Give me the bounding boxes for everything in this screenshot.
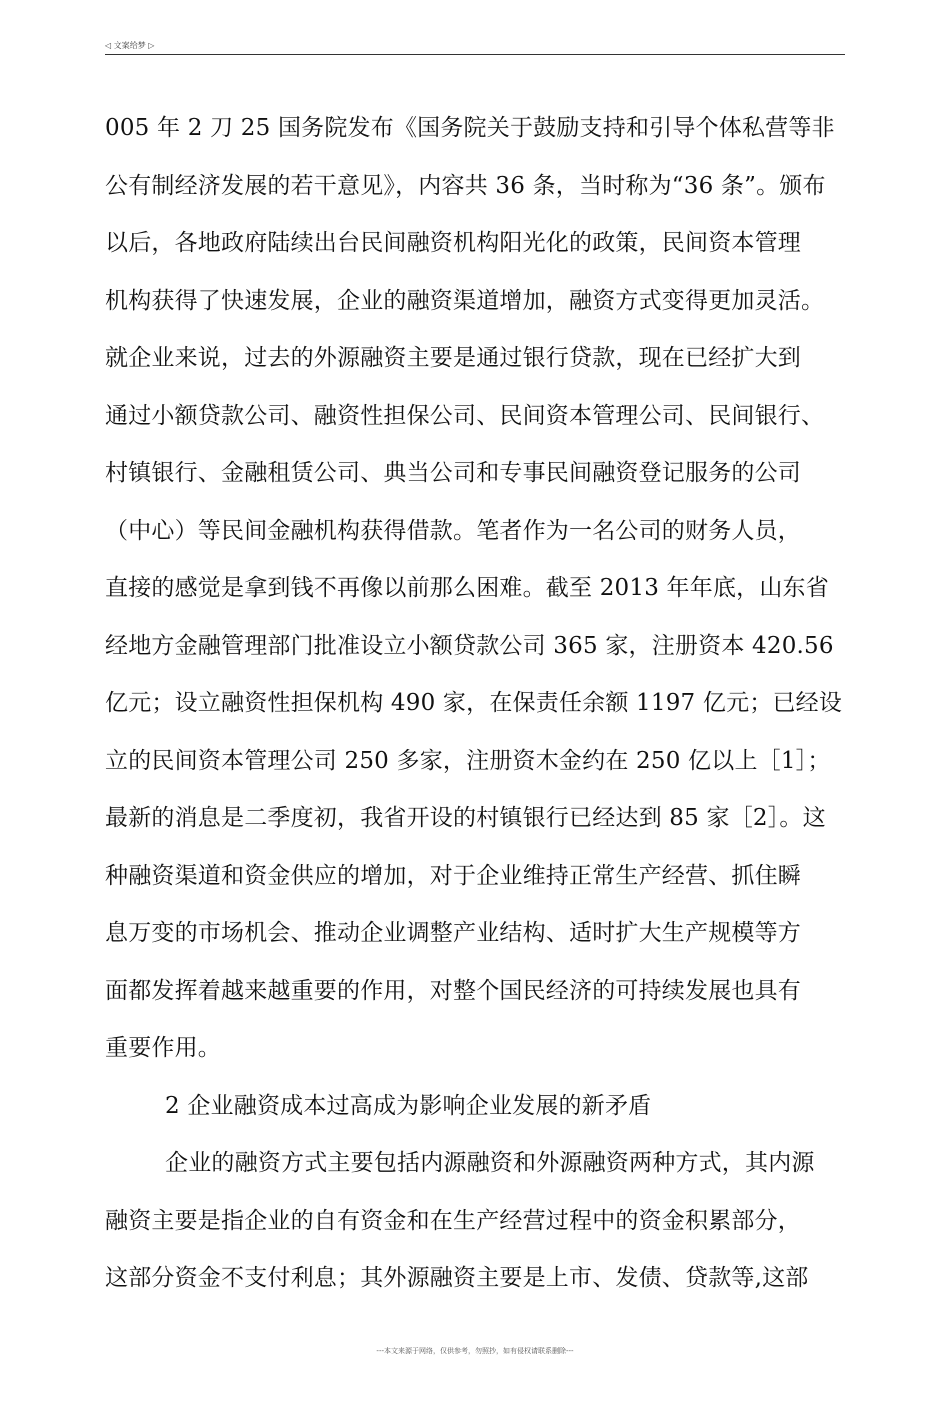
text-line: 息万变的市场机会、推动企业调整产业结构、适时扩大生产规模等方 bbox=[105, 920, 801, 946]
text-line: 005 年 2 刀 25 国务院发布《国务院关于鼓励支持和引导个体私营等非 bbox=[105, 115, 835, 141]
text-line: 通过小额贷款公司、融资性担保公司、民间资本管理公司、民间银行、 bbox=[105, 402, 825, 429]
page-footer: ---本文来源于网络，仅供参考，勿照抄，如有侵权请联系删除--- bbox=[376, 1347, 574, 1355]
text-line: 这部分资金不支付利息；其外源融资主要是上市、发债、贷款等,这部 bbox=[105, 1265, 809, 1291]
text-line: 就企业来说，过去的外源融资主要是通过银行贷款，现在已经扩大到 bbox=[105, 345, 801, 371]
text-line: 直接的感觉是拿到钱不再像以前那么困难。截至 2013 年年底，山东省 bbox=[105, 575, 829, 601]
text-line: 以后，各地政府陆续出台民间融资机构阳光化的政策，民间资本管理 bbox=[105, 230, 801, 256]
text-line: 公有制经济发展的若干意见》，内容共 36 条，当时称为“36 条”。颁布 bbox=[105, 172, 826, 199]
text-line: 立的民间资本管理公司 250 多家，注册资木金约在 250 亿以上［1］； bbox=[105, 747, 831, 774]
text-line: 融资主要是指企业的自有资金和在生产经营过程中的资金积累部分， bbox=[105, 1207, 801, 1234]
text-line: 村镇银行、金融租赁公司、典当公司和专事民间融资登记服务的公司 bbox=[105, 460, 801, 486]
text-line: 种融资渠道和资金供应的增加，对于企业维持正常生产经营、抓住瞬 bbox=[105, 862, 801, 889]
text-line: 最新的消息是二季度初，我省开设的村镇银行已经达到 85 家［2］。这 bbox=[105, 805, 826, 831]
text-line: 重要作用。 bbox=[105, 1035, 221, 1061]
section-heading: 2 企业融资成本过高成为影响企业发展的新矛盾 bbox=[165, 1092, 652, 1119]
document-body bbox=[105, 100, 850, 1308]
header-label: ◁ 文案给梦 ▷ bbox=[105, 41, 155, 50]
text-line: 经地方金融管理部门批准设立小额贷款公司 365 家，注册资本 420.56 bbox=[105, 632, 834, 659]
text-line: 机构获得了快速发展，企业的融资渠道增加，融资方式变得更加灵活。 bbox=[105, 287, 825, 314]
text-line: （中心）等民间金融机构获得借款。笔者作为一名公司的财务人员， bbox=[105, 517, 801, 544]
paragraph-first-line: 企业的融资方式主要包括内源融资和外源融资两种方式，其内源 bbox=[165, 1150, 815, 1176]
text-line: 亿元；设立融资性担保机构 490 家，在保责任余额 1197 亿元；已经设 bbox=[105, 690, 843, 716]
text-line: 面都发挥着越来越重要的作用，对整个国民经济的可持续发展也具有 bbox=[105, 977, 801, 1004]
page-header bbox=[105, 38, 845, 55]
